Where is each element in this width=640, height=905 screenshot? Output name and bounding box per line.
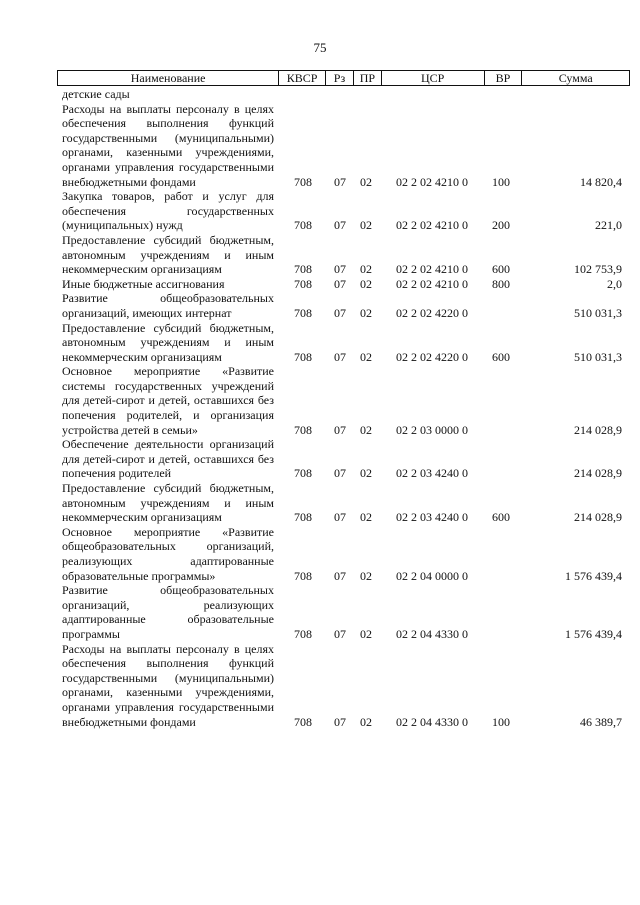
table-row: [62, 364, 622, 437]
row-vr: 200: [492, 218, 510, 233]
row-name: Предоставление субсидий бюджетным, автономным учреждениям и иным некоммерческим организациям: [62, 232, 274, 277]
row-rz: 07: [334, 262, 346, 277]
row-rz: 07: [334, 174, 346, 189]
row-pr: 02: [360, 305, 372, 320]
row-kvsr: 708: [294, 174, 312, 189]
row-csr: 02 2 02 4210 0: [396, 262, 468, 277]
row-sum: 2,0: [607, 276, 622, 291]
row-kvsr: 708: [294, 218, 312, 233]
row-name: Предоставление субсидий бюджетным, автономным учреждениям и иным некоммерческим организациям: [62, 481, 274, 525]
row-pr: 02: [360, 466, 372, 481]
row-vr: 800: [492, 276, 510, 291]
row-sum: 1 576 439,4: [565, 626, 622, 641]
row-csr: 02 2 02 4210 0: [396, 174, 468, 189]
row-csr: 02 2 02 4210 0: [396, 276, 468, 291]
row-rz: 07: [334, 568, 346, 583]
row-vr: 600: [492, 262, 510, 277]
row-csr: 02 2 02 4220 0: [396, 349, 468, 364]
table-body: [62, 87, 622, 729]
row-name: Развитие общеобразовательных организаций, имеющих интернат: [62, 291, 274, 320]
row-rz: 07: [334, 349, 346, 364]
table-row: [62, 525, 622, 583]
header-sum: Сумма: [558, 71, 593, 85]
row-csr: 02 2 04 4330 0: [396, 626, 468, 641]
row-sum: 1 576 439,4: [565, 568, 622, 583]
table-row: [62, 291, 622, 320]
row-kvsr: 708: [294, 276, 312, 291]
row-pr: 02: [360, 174, 372, 189]
row-kvsr: 708: [294, 349, 312, 364]
row-pr: 02: [360, 276, 372, 291]
row-pr: 02: [360, 568, 372, 583]
header-vr: ВР: [485, 71, 523, 85]
row-rz: 07: [334, 422, 346, 437]
table-row: [62, 233, 622, 277]
row-rz: 07: [334, 305, 346, 320]
row-csr: 02 2 03 0000 0: [396, 422, 468, 437]
row-pr: 02: [360, 262, 372, 277]
table-row: [62, 189, 622, 233]
row-kvsr: 708: [294, 510, 312, 525]
row-name: Предоставление субсидий бюджетным, автономным учреждениям и иным некоммерческим организациям: [62, 320, 274, 364]
row-rz: 07: [334, 276, 346, 291]
table-row: [62, 481, 622, 525]
row-csr: 02 2 04 0000 0: [396, 568, 468, 583]
row-vr: 100: [492, 174, 510, 189]
row-csr: 02 2 04 4330 0: [396, 714, 468, 729]
row-pr: 02: [360, 626, 372, 641]
row-pr: 02: [360, 510, 372, 525]
row-pr: 02: [360, 714, 372, 729]
row-name: Иные бюджетные ассигнования: [62, 276, 225, 291]
header-pr: ПР: [354, 71, 382, 85]
row-pr: 02: [360, 422, 372, 437]
row-kvsr: 708: [294, 305, 312, 320]
row-name: Обеспечение деятельности организаций для детей-сирот и детей, оставшихся без попечения родителей: [62, 437, 274, 481]
table-header: [57, 70, 630, 86]
row-kvsr: 708: [294, 466, 312, 481]
row-csr: 02 2 02 4210 0: [396, 218, 468, 233]
row-kvsr: 708: [294, 262, 312, 277]
row-csr: 02 2 03 4240 0: [396, 466, 468, 481]
table-row: [62, 642, 622, 730]
header-csr: ЦСР: [382, 71, 485, 85]
row-name: Расходы на выплаты персоналу в целях обеспечения выполнения функций государственными (муниципальными) органами, казенными учреждениями, органами управления государственными внебюджетными фондами: [62, 101, 274, 189]
row-sum: 214 028,9: [574, 466, 622, 481]
header-kvsr: КВСР: [279, 71, 326, 85]
row-vr: 100: [492, 714, 510, 729]
table-row: [62, 277, 622, 292]
row-name: Закупка товаров, работ и услуг для обеспечения государственных (муниципальных) нужд: [62, 189, 274, 233]
row-sum: 510 031,3: [574, 349, 622, 364]
row-sum: 510 031,3: [574, 305, 622, 320]
row-rz: 07: [334, 714, 346, 729]
row-kvsr: 708: [294, 422, 312, 437]
row-csr: 02 2 02 4220 0: [396, 305, 468, 320]
row-kvsr: 708: [294, 626, 312, 641]
row-sum: 221,0: [595, 218, 622, 233]
header-rz: Рз: [326, 71, 354, 85]
table-row: [62, 583, 622, 641]
table-row: [62, 87, 622, 102]
row-name: детские сады: [62, 87, 130, 101]
row-rz: 07: [334, 510, 346, 525]
row-sum: 46 389,7: [580, 714, 622, 729]
row-name: Основное мероприятие «Развитие системы государственных учреждений для детей-сирот и детей, оставшихся без попечения родителей, и организация устройства детей в семьи»: [62, 364, 274, 437]
row-pr: 02: [360, 349, 372, 364]
row-name: Развитие общеобразовательных организаций, реализующих адаптированные образовательные программы: [62, 583, 274, 641]
row-vr: 600: [492, 349, 510, 364]
row-name: Основное мероприятие «Развитие общеобразовательных организаций, реализующих адаптированные образовательные программы»: [62, 524, 274, 583]
row-sum: 102 753,9: [574, 262, 622, 277]
table-row: [62, 102, 622, 190]
row-rz: 07: [334, 626, 346, 641]
row-csr: 02 2 03 4240 0: [396, 510, 468, 525]
header-name: Наименование: [58, 71, 279, 85]
row-sum: 214 028,9: [574, 422, 622, 437]
row-kvsr: 708: [294, 714, 312, 729]
row-name: Расходы на выплаты персоналу в целях обеспечения выполнения функций государственными (муниципальными) органами, казенными учреждениями, органами управления государственными внебюджетными фондами: [62, 641, 274, 729]
row-sum: 14 820,4: [580, 174, 622, 189]
row-rz: 07: [334, 218, 346, 233]
page-number: 75: [313, 40, 327, 55]
row-pr: 02: [360, 218, 372, 233]
row-sum: 214 028,9: [574, 510, 622, 525]
row-kvsr: 708: [294, 568, 312, 583]
row-rz: 07: [334, 466, 346, 481]
table-row: [62, 321, 622, 365]
table-row: [62, 437, 622, 481]
row-vr: 600: [492, 510, 510, 525]
